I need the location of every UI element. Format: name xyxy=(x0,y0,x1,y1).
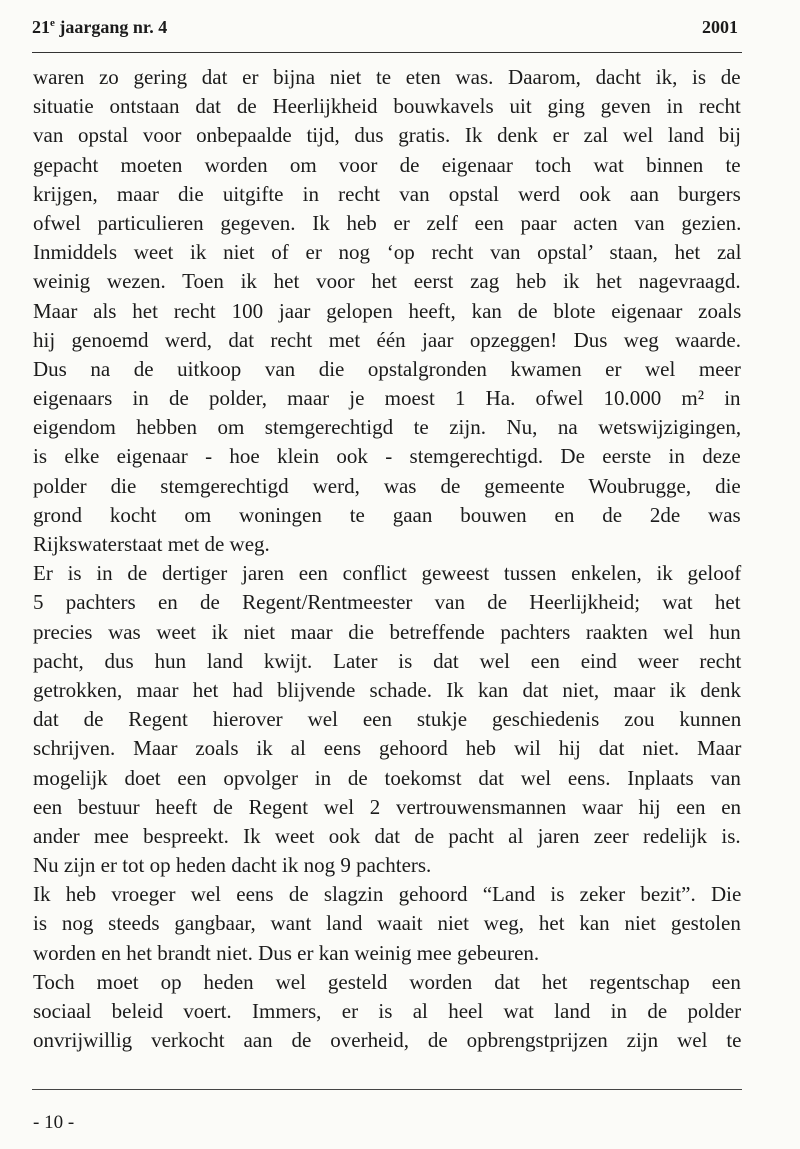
text-line: van opstal voor onbepaalde tijd, dus gratis. Ik denk er zal wel land bij xyxy=(33,123,741,148)
text-line: is elke eigenaar - hoe klein ook - stemgerechtigd. De eerste in deze xyxy=(33,444,741,469)
text-line: gepacht moeten worden om voor de eigenaar toch wat binnen te xyxy=(33,152,741,177)
volume-rest: jaargang nr. 4 xyxy=(54,17,168,37)
text-line: sociaal beleid voert. Immers, er is al heel wat land in de polder xyxy=(33,999,742,1023)
text-line: weinig wezen. Toen ik het voor het eerst zag heb ik het nagevraagd. xyxy=(33,269,741,294)
text-line: eigendom hebben om stemgerechtigd te zijn. Nu, na wetswijzigingen, xyxy=(33,415,742,440)
text-line: eigenaars in de polder, maar je moest 1 Ha. ofwel 10.000 m² in xyxy=(33,386,741,411)
paragraph xyxy=(33,63,741,559)
volume-suffix: e xyxy=(50,17,55,29)
text-line: getrokken, maar het had blijvende schade. Ik kan dat niet, maar ik denk xyxy=(33,677,742,702)
text-line: precies was weet ik niet maar die betreffende pachters raakten wel hun xyxy=(33,619,741,644)
text-line: 5 pachters en de Regent/Rentmeester van de Heerlijkheid; wat het xyxy=(33,590,741,615)
text-line: polder die stemgerechtigd werd, was de gemeente Woubrugge, die xyxy=(33,473,741,498)
text-line: waren zo gering dat er bijna niet te eten was. Daarom, dacht ik, is de xyxy=(33,65,741,89)
text-line: ofwel particulieren gegeven. Ik heb er zelf een paar acten van gezien. xyxy=(33,210,742,235)
text-line: is nog steeds gangbaar, want land waait niet weg, het kan niet gestolen xyxy=(33,911,741,936)
text-line: mogelijk doet een opvolger in de toekomst dat wel eens. Inplaats van xyxy=(33,765,741,790)
text-line: situatie ontstaan dat de Heerlijkheid bouwkavels uit ging geven in recht xyxy=(33,94,741,119)
text-line: Dus na de uitkoop van die opstalgronden kwamen er wel meer xyxy=(33,356,741,381)
paragraph xyxy=(33,880,741,968)
text-line: hij genoemd werd, dat recht met één jaar opzeggen! Dus weg waarde. xyxy=(33,327,742,352)
text-line: krijgen, maar die uitgifte in recht van opstal werd ook aan burgers xyxy=(33,181,741,206)
running-header xyxy=(32,17,738,45)
page-number: - 10 - xyxy=(33,1112,75,1133)
text-line: Er is in de dertiger jaren een conflict geweest tussen enkelen, ik geloof xyxy=(33,561,742,586)
paragraph xyxy=(33,968,741,1056)
text-line: Toch moet op heden wel gesteld worden dat het regentschap een xyxy=(33,969,741,994)
text-line: een bestuur heeft de Regent wel 2 vertrouwensmannen waar hij een en xyxy=(33,794,742,819)
text-line: Rijkswaterstaat met de weg. xyxy=(33,532,270,556)
text-line: dat de Regent hierover wel een stukje geschiedenis zou kunnen xyxy=(33,707,742,732)
article-body xyxy=(33,63,741,1055)
text-line: pacht, dus hun land kwijt. Later is dat wel een eind weer recht xyxy=(33,648,742,673)
paragraph xyxy=(33,559,741,880)
text-line: ander mee bespreekt. Ik weet ook dat de pacht al jaren zeer redelijk is. xyxy=(33,823,741,848)
header-year: 2001 xyxy=(702,17,738,37)
text-line: Ik heb vroeger wel eens de slagzin gehoord “Land is zeker bezit”. Die xyxy=(33,882,742,907)
issue-label xyxy=(32,17,167,38)
header-divider xyxy=(32,52,742,53)
text-line: onvrijwillig verkocht aan de overheid, de opbrengstprijzen zijn wel te xyxy=(33,1028,742,1053)
text-line: grond kocht om woningen te gaan bouwen en de 2de was xyxy=(33,502,741,527)
text-line: schrijven. Maar zoals ik al eens gehoord heb wil hij dat niet. Maar xyxy=(33,736,742,761)
text-line: Maar als het recht 100 jaar gelopen heeft, kan de blote eigenaar zoals xyxy=(33,298,742,323)
text-line: Nu zijn er tot op heden dacht ik nog 9 pachters. xyxy=(33,853,432,878)
text-line: Inmiddels weet ik niet of er nog ‘op recht van opstal’ staan, het zal xyxy=(33,240,742,265)
text-line: worden en het brandt niet. Dus er kan weinig mee gebeuren. xyxy=(33,940,540,965)
footer-divider xyxy=(32,1089,742,1090)
volume-number: 21 xyxy=(32,17,50,37)
